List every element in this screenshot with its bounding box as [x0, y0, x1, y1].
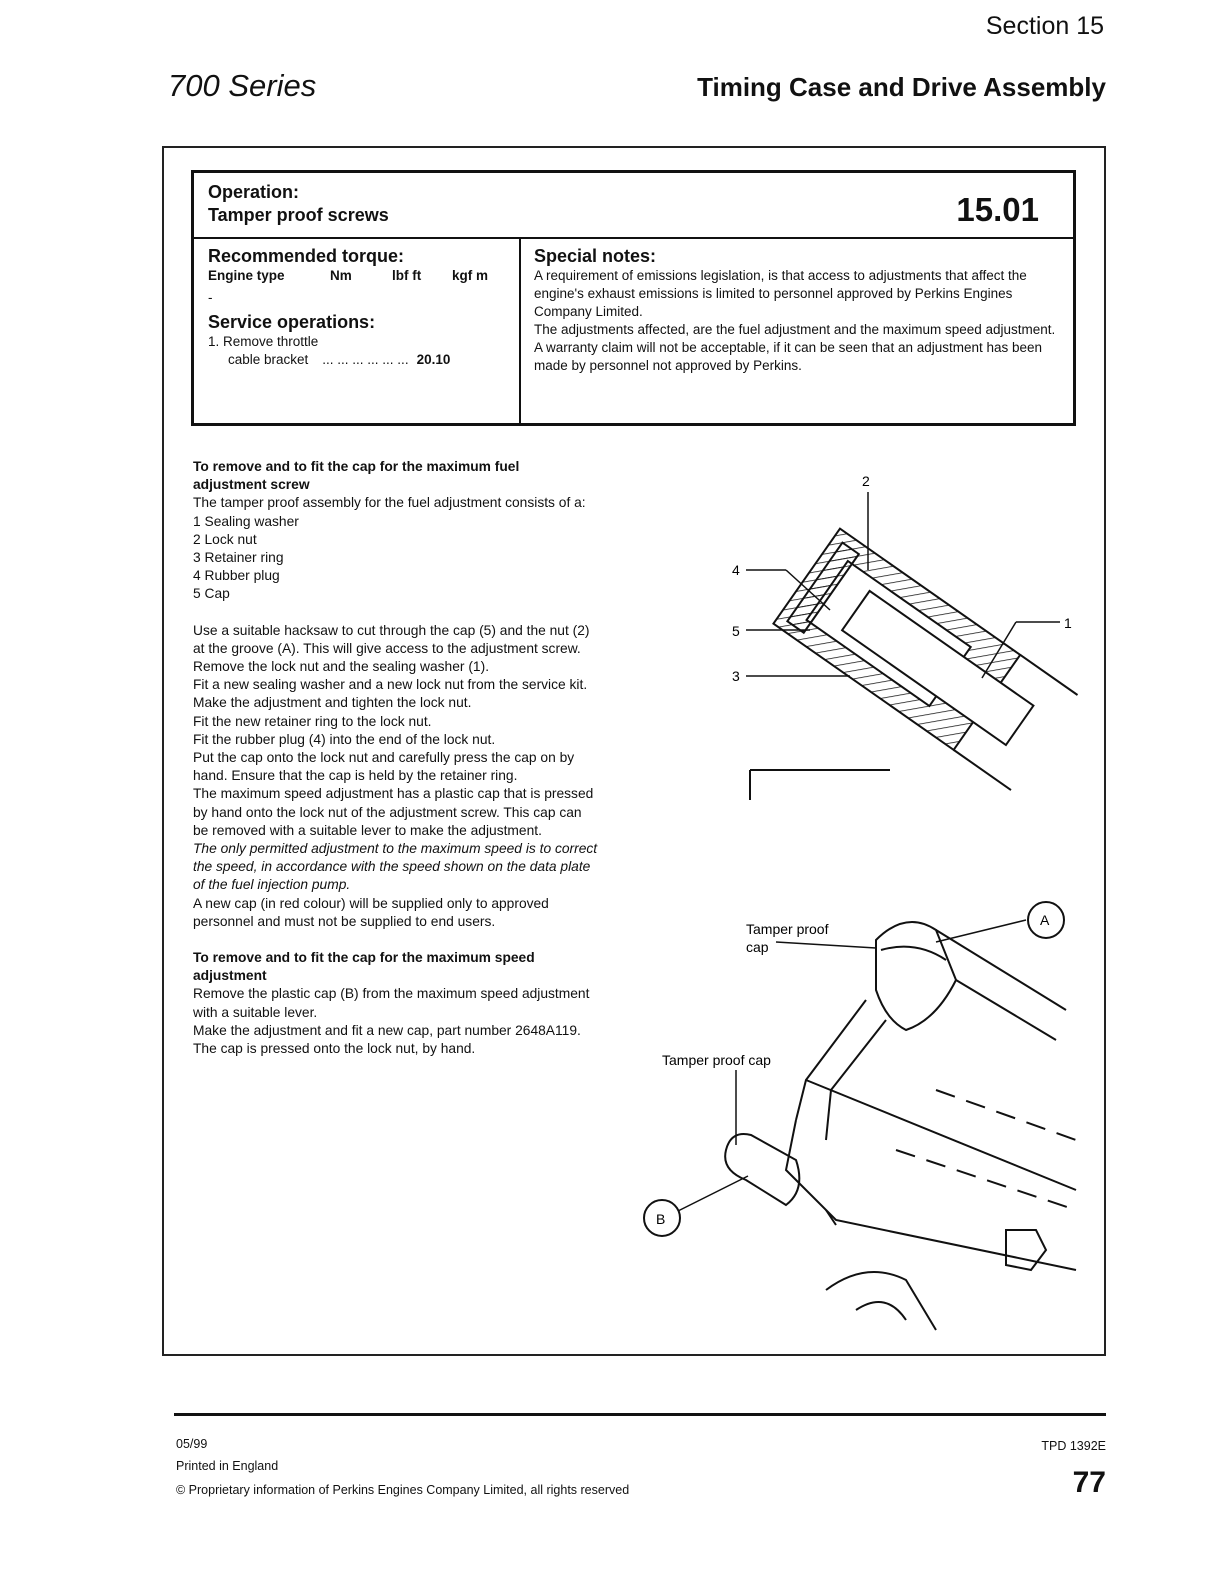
col-nm: Nm — [330, 268, 352, 283]
footer-date: 05/99 — [176, 1437, 208, 1451]
page-number: 77 — [1072, 1466, 1106, 1499]
label-3: 3 — [732, 668, 740, 684]
step-line: Remove the lock nut and the sealing washer (1). — [193, 659, 490, 675]
speed-line: The cap is pressed onto the lock nut, by hand. — [193, 1041, 476, 1057]
torque-dash: - — [208, 290, 213, 305]
service-item-1-dots: ... ... ... ... ... ... — [322, 352, 409, 367]
speed-heading-line2: adjustment — [193, 968, 267, 984]
part-item: 1 Sealing washer — [193, 513, 299, 529]
speed-line: Make the adjustment and fit a new cap, part number 2648A119. — [193, 1022, 581, 1038]
step-line: Make the adjustment and tighten the lock nut. — [193, 695, 472, 711]
italic-note-line: The only permitted adjustment to the maximum speed is to correct — [193, 841, 598, 857]
body-text — [193, 458, 663, 1058]
fuel-heading-line1: To remove and to fit the cap for the maximum fuel — [193, 459, 520, 474]
special-notes-column — [534, 245, 1064, 375]
torque-heading: Recommended torque: — [208, 246, 405, 266]
step-line: Fit the new retainer ring to the lock nut. — [193, 713, 432, 729]
document-code: TPD 1392E — [1041, 1439, 1106, 1453]
tamper-proof-assembly-diagram — [720, 470, 1090, 810]
italic-note-line: of the fuel injection pump. — [193, 877, 351, 893]
callout-b: B — [656, 1211, 666, 1227]
step-line: Fit the rubber plug (4) into the end of the lock nut. — [193, 731, 496, 747]
step-line: by hand onto the lock nut of the adjustment screw. This cap can — [193, 804, 582, 820]
step-line: Use a suitable hacksaw to cut through the cap (5) and the nut (2) — [193, 622, 590, 638]
step-line: Put the cap onto the lock nut and carefully press the cap on by — [193, 750, 575, 766]
operation-label — [208, 181, 389, 227]
fuel-heading-line2: adjustment screw — [193, 477, 310, 493]
cap-label-lower: Tamper proof cap — [662, 1052, 771, 1068]
step-line: at the groove (A). This will give access to the adjustment screw. — [193, 640, 581, 656]
red-cap-line: personnel and must not be supplied to end users. — [193, 913, 496, 929]
operation-header — [194, 173, 1073, 239]
red-cap-line: A new cap (in red colour) will be supplied only to approved — [193, 895, 549, 911]
chapter-title: Timing Case and Drive Assembly — [697, 72, 1106, 102]
step-line: The maximum speed adjustment has a plastic cap that is pressed — [193, 786, 594, 802]
label-4: 4 — [732, 562, 740, 578]
step-line: be removed with a suitable lever to make the adjustment. — [193, 822, 542, 838]
speed-line: with a suitable lever. — [193, 1004, 318, 1020]
part-item: 4 Rubber plug — [193, 568, 280, 584]
torque-column — [208, 245, 508, 369]
service-item-1: 1. Remove throttle — [208, 334, 319, 349]
service-item-1-ref: 20.10 — [416, 352, 451, 367]
part-item: 3 Retainer ring — [193, 550, 284, 566]
callout-a: A — [1040, 912, 1050, 928]
torque-table-header — [208, 267, 508, 285]
label-1: 1 — [1064, 615, 1072, 631]
service-heading: Service operations: — [208, 312, 376, 332]
footer-printed: Printed in England — [176, 1459, 279, 1473]
speed-line: Remove the plastic cap (B) from the maximum speed adjustment — [193, 986, 590, 1002]
special-notes-heading: Special notes: — [534, 246, 657, 266]
italic-note-line: the speed, in accordance with the speed shown on the data plate — [193, 859, 591, 875]
part-item: 5 Cap — [193, 586, 230, 602]
footer-rule — [174, 1413, 1106, 1416]
column-divider — [519, 239, 521, 426]
footer-copyright: © Proprietary information of Perkins Engines Company Limited, all rights reserved — [176, 1483, 630, 1497]
cap-label-line1: Tamper proof — [746, 921, 829, 937]
operation-name: Tamper proof screws — [208, 205, 389, 225]
special-notes-text-2: The adjustments affected, are the fuel adjustment and the maximum speed adjustment. A warranty claim will not be acceptable, if it can be seen that an adjustment has been made by personnel not approved by Perkins. — [534, 322, 1056, 373]
operation-box — [191, 170, 1076, 426]
intro-text: The tamper proof assembly for the fuel adjustment consists of a: — [193, 495, 586, 511]
series-title: 700 Series — [168, 68, 317, 103]
label-2: 2 — [862, 473, 870, 489]
col-engine-type: Engine type — [208, 268, 285, 283]
fuel-pump-caps-diagram — [636, 890, 1086, 1340]
service-item-1-cont — [208, 351, 508, 369]
col-kgfm: kgf m — [452, 268, 489, 283]
service-item-1-line2: cable bracket — [228, 352, 309, 367]
operation-label-line1: Operation: — [208, 182, 300, 202]
label-5: 5 — [732, 623, 740, 639]
operation-number: 15.01 — [956, 191, 1039, 228]
col-lbft: lbf ft — [392, 268, 422, 283]
special-notes-text: A requirement of emissions legislation, is that access to adjustments that affect the engine's exhaust emissions is limited to personnel approved by Perkins Engines Company Limited. — [534, 268, 1027, 319]
speed-heading-line1: To remove and to fit the cap for the maximum speed — [193, 950, 535, 966]
cap-label-line2: cap — [746, 939, 769, 955]
step-line: Fit a new sealing washer and a new lock nut from the service kit. — [193, 677, 588, 693]
step-line: hand. Ensure that the cap is held by the retainer ring. — [193, 768, 518, 784]
part-item: 2 Lock nut — [193, 531, 257, 547]
section-label: Section 15 — [985, 12, 1104, 40]
